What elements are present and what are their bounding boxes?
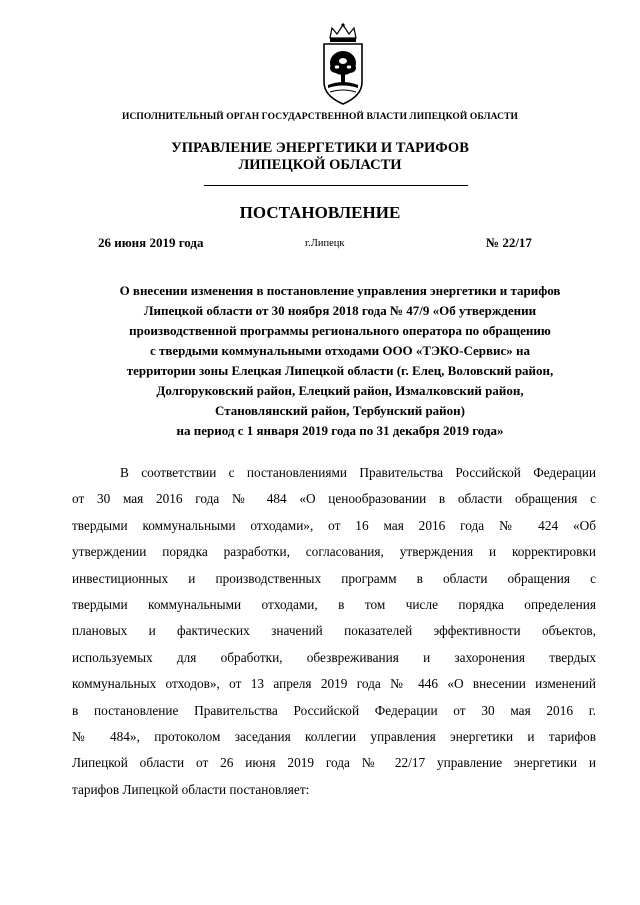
document-date: 26 июня 2019 года bbox=[98, 235, 204, 250]
body-line: в постановление Правительства Российской Федерации от 30 мая 2016 г. bbox=[72, 702, 596, 718]
body-line: используемых для обработки, обезвреживания и захоронения твердых bbox=[72, 649, 596, 665]
body-line: твердыми коммунальными отходами», от 16 мая 2016 года № 424 «Об bbox=[72, 517, 596, 533]
title-line: О внесении изменения в постановление управления энергетики и тарифов bbox=[119, 283, 561, 298]
authority-line: ИСПОЛНИТЕЛЬНЫЙ ОРГАН ГОСУДАРСТВЕННОЙ ВЛАСТИ ЛИПЕЦКОЙ ОБЛАСТИ bbox=[121, 112, 519, 122]
document-city: г.Липецк bbox=[305, 238, 345, 249]
body-line: Липецкой области от 26 июня 2019 года № 22/17 управление энергетики и bbox=[72, 755, 596, 771]
coat-of-arms-icon bbox=[318, 22, 368, 108]
title-line: на период с 1 января 2019 года по 31 декабря 2019 года» bbox=[176, 423, 504, 438]
body-line: твердыми коммунальными отходами, в том числе порядка определения bbox=[72, 596, 596, 612]
document-type: ПОСТАНОВЛЕНИЕ bbox=[239, 203, 401, 222]
department-name bbox=[0, 140, 640, 174]
title-line: Становлянский район, Тербунский район) bbox=[215, 403, 465, 418]
body-line: от 30 мая 2016 года № 484 «О ценообразовании в области обращения с bbox=[72, 491, 596, 507]
department-line-2: ЛИПЕЦКОЙ ОБЛАСТИ bbox=[238, 157, 402, 173]
body-line: № 484», протоколом заседания коллегии управления энергетики и тарифов bbox=[72, 728, 596, 744]
title-line: Липецкой области от 30 ноября 2018 года № 47/9 «Об утверждении bbox=[143, 303, 537, 318]
body-line: В соответствии с постановлениями Правительства Российской Федерации bbox=[120, 465, 596, 480]
document-title bbox=[60, 281, 620, 441]
body-line: утверждении порядка разработки, согласования, утверждения и корректировки bbox=[72, 544, 596, 560]
body-line: тарифов Липецкой области постановляет: bbox=[72, 781, 310, 797]
document-number: № 22/17 bbox=[486, 235, 532, 250]
department-line-1: УПРАВЛЕНИЕ ЭНЕРГЕТИКИ И ТАРИФОВ bbox=[171, 140, 469, 156]
body-line: инвестиционных и производственных программ в области обращения с bbox=[72, 570, 596, 586]
body-line: коммунальных отходов», от 13 апреля 2019 года № 446 «О внесении изменений bbox=[72, 676, 596, 692]
title-line: с твердыми коммунальными отходами ООО «ТЭКО-Сервис» на bbox=[149, 343, 531, 358]
title-line: Долгоруковский район, Елецкий район, Измалковский район, bbox=[156, 383, 524, 398]
header-divider bbox=[204, 185, 468, 186]
title-line: производственной программы регионального оператора по обращению bbox=[129, 323, 551, 338]
body-line: плановых и фактических значений показателей эффективности объектов, bbox=[72, 623, 596, 639]
body-paragraph bbox=[72, 460, 596, 803]
title-line: территории зоны Елецкая Липецкой области (г. Елец, Воловский район, bbox=[126, 363, 554, 378]
